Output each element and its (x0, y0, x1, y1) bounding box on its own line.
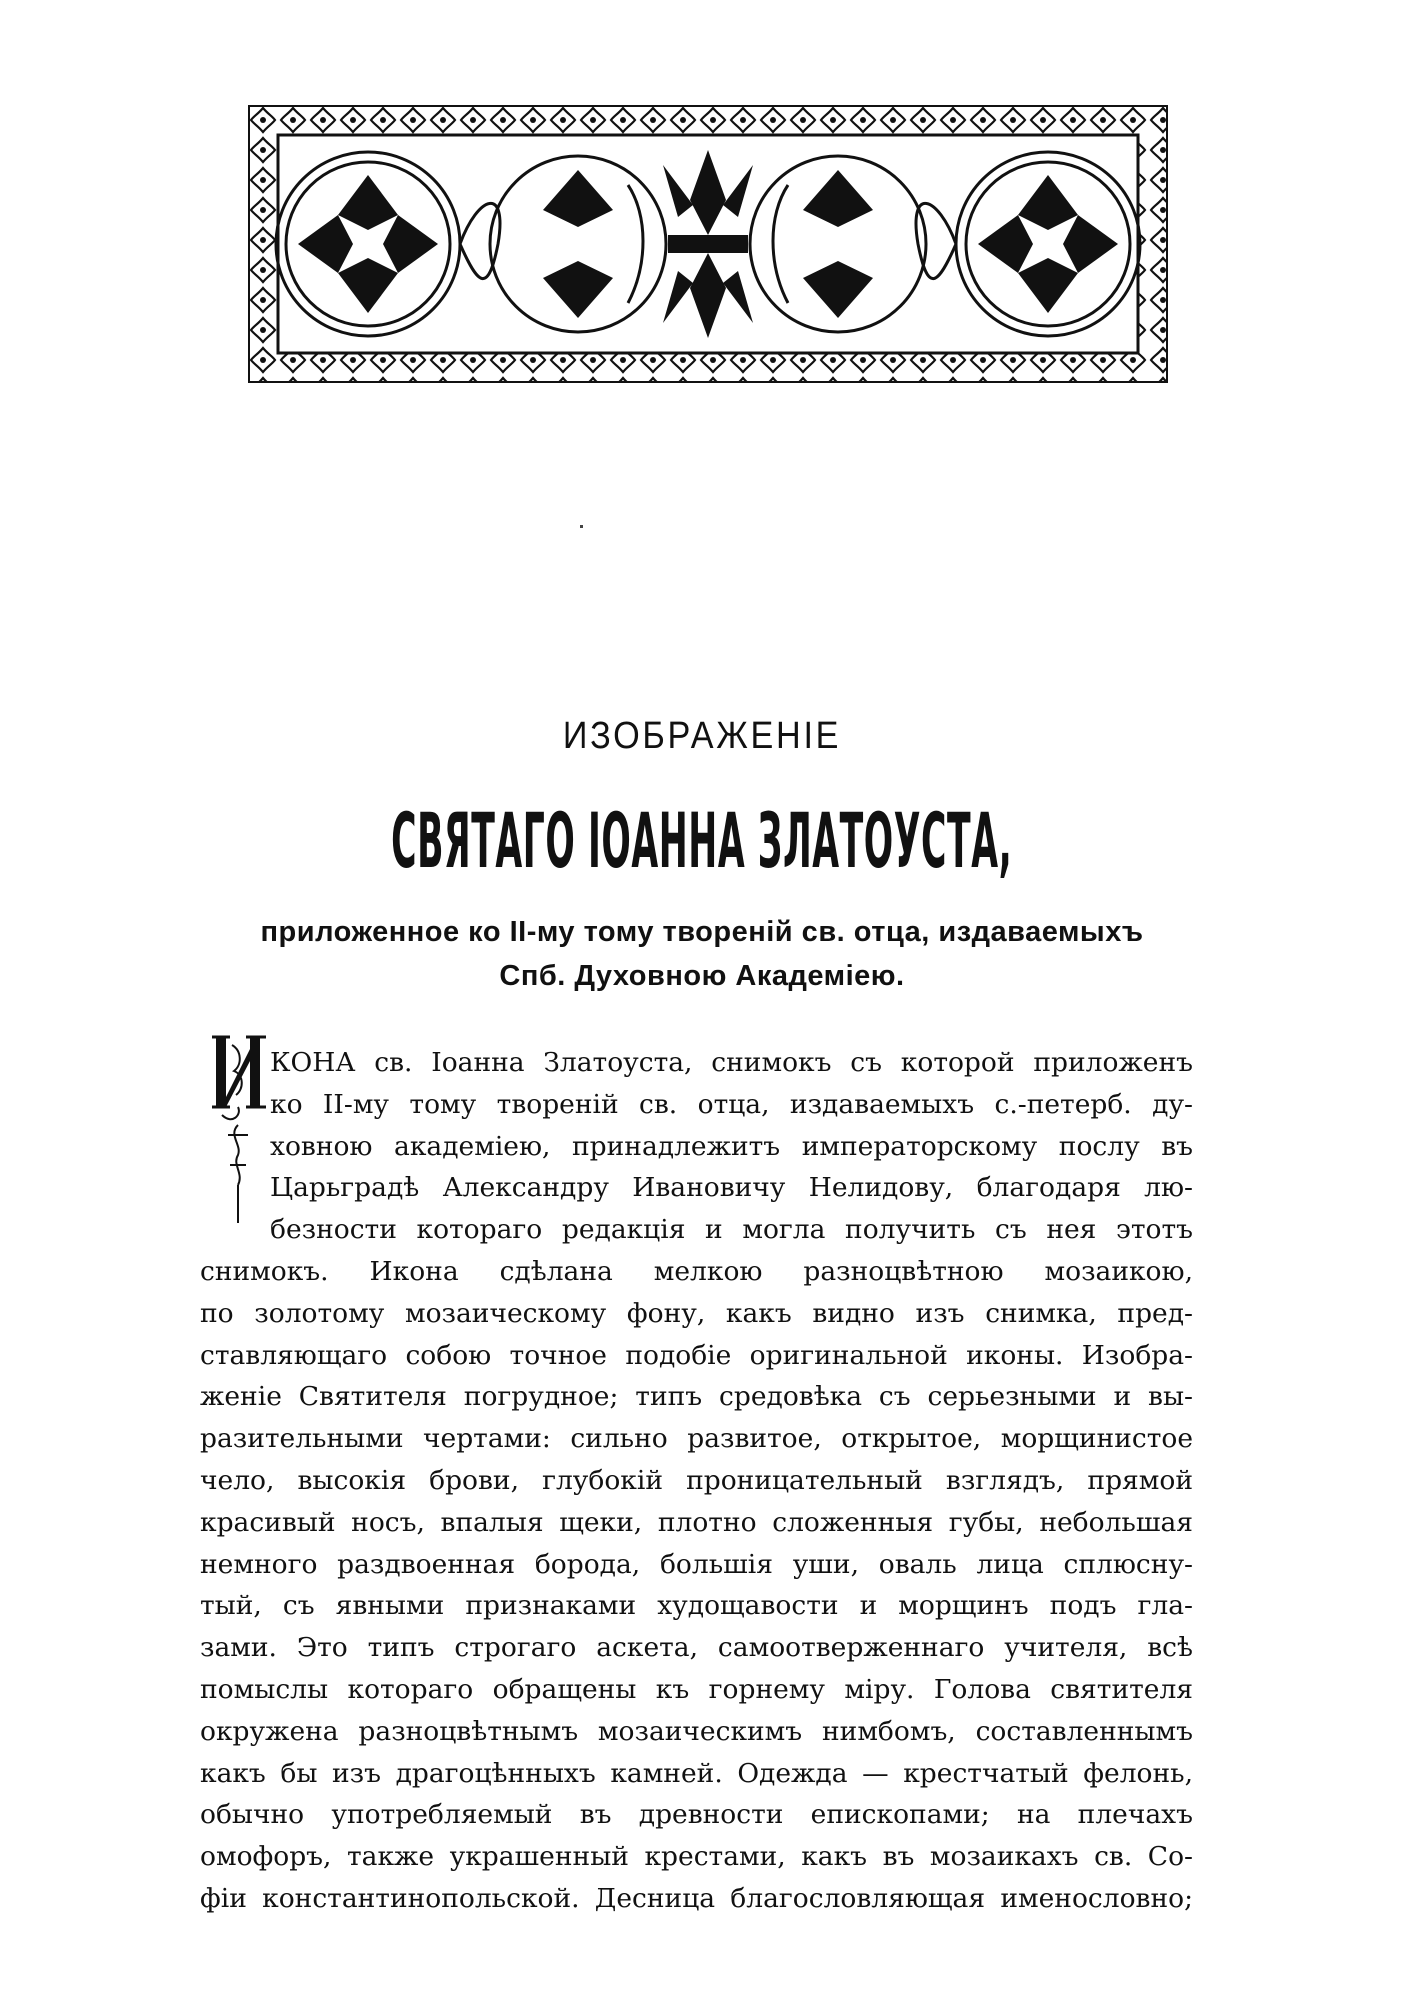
text-line: разительными чертами: сильно развитое, открытое, морщинистое (200, 1423, 1193, 1455)
text-line: женіе Святителя погрудное; типъ средовѣка съ серьезными и вы- (200, 1381, 1193, 1413)
title-line-2-text: СВЯТАГО ІОАННА ЗЛАТОУСТА, (391, 796, 1013, 886)
text-line: безности котораго редакція и могла получить съ нея этотъ (270, 1214, 1193, 1246)
title-line-1: ИЗОБРАЖЕНІЕ (562, 715, 842, 757)
text-line: помыслы котораго обращены къ горнему міру. Голова святителя (200, 1673, 1193, 1705)
text-line: ховною академіею, принадлежитъ императорскому послу въ (270, 1130, 1193, 1162)
text-line: омофоръ, также украшенный крестами, какъ въ мозаикахъ св. Со- (200, 1841, 1193, 1873)
text-line: чело, высокія брови, глубокій проницательный взглядъ, прямой (200, 1464, 1193, 1496)
text-line: немного раздвоенная борода, большія уши, оваль лица сплюсну- (200, 1548, 1193, 1580)
text-line: тый, съ явными признаками худощавости и морщинъ подъ гла- (200, 1590, 1193, 1622)
subtitle (0, 910, 1404, 998)
text-line: КОНА св. Іоанна Златоуста, снимокъ съ которой приложенъ (270, 1047, 1193, 1078)
text-line: фіи константинопольской. Десница благословляющая именословно; (200, 1882, 1193, 1914)
text-line: какъ бы изъ драгоцѣнныхъ камней. Одежда — крестчатый фелонь, (200, 1757, 1193, 1789)
ornamental-header-band (248, 105, 1168, 383)
title-line-2 (0, 796, 1404, 886)
subtitle-line-2: Спб. Духовною Академіею. (499, 960, 905, 992)
subtitle-line-1: приложенное ко II-му тому твореній св. отца, издаваемыхъ (260, 916, 1144, 948)
text-line: красивый носъ, впалыя щеки, плотно сложенныя губы, небольшая (200, 1506, 1193, 1538)
body-paragraph (200, 1042, 1193, 1920)
text-line: снимокъ. Икона сдѣлана мелкою разноцвѣтною мозаикою, (200, 1255, 1193, 1287)
text-line: ко II-му тому твореній св. отца, издаваемыхъ с.-петерб. ду- (270, 1088, 1193, 1120)
text-line: Царьградѣ Александру Ивановичу Нелидову, благодаря лю- (270, 1172, 1193, 1204)
text-line: обычно употребляемый въ древности епископами; на плечахъ (200, 1799, 1193, 1831)
text-line: окружена разноцвѣтнымъ мозаическимъ нимбомъ, составленнымъ (200, 1715, 1193, 1747)
text-line: ставляющаго собою точное подобіе оригинальной иконы. Изобра- (200, 1339, 1193, 1371)
text-line: зами. Это типъ строгаго аскета, самоотверженнаго учителя, всѣ (200, 1632, 1193, 1664)
print-speck (580, 525, 583, 528)
text-line: по золотому мозаическому фону, какъ видно изъ снимка, пред- (200, 1297, 1193, 1329)
